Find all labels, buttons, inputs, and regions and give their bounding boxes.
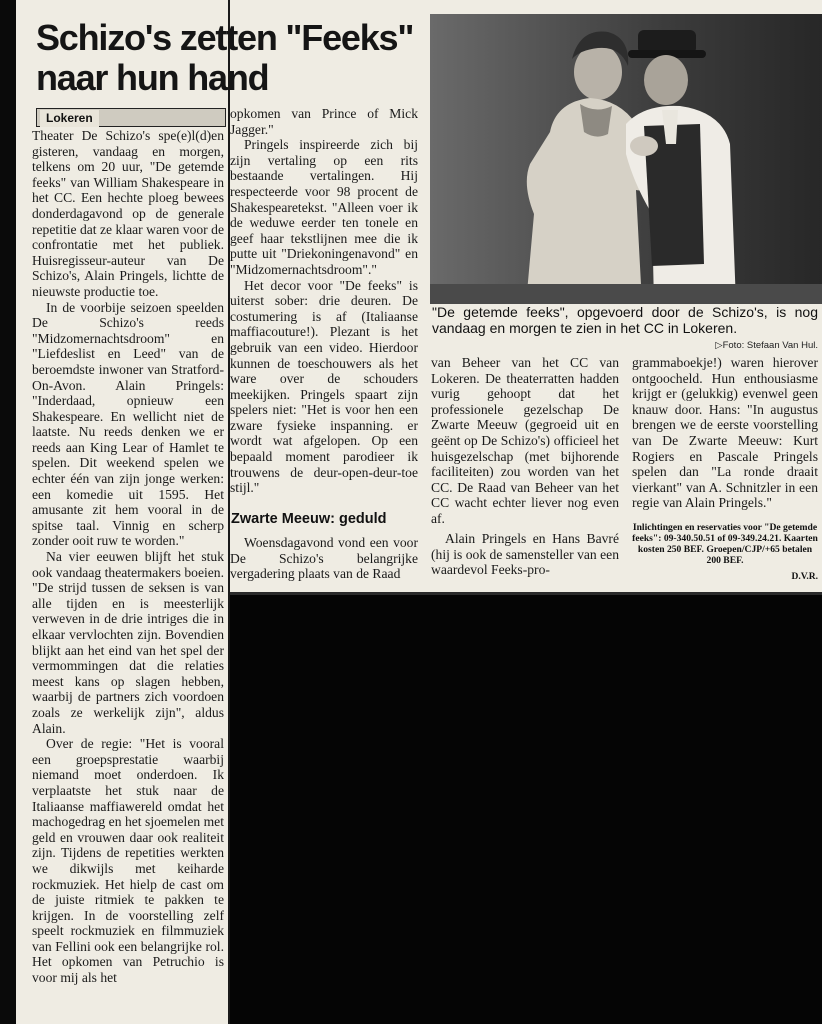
paragraph: van Beheer van het CC van Lokeren. De theaterratten hadden vurig gehoopt dat het professionele gezelschap De Zwarte Meeuw (gegroeid uit en geënt op De Schizo's) officieel het huisgezelschap (met bijhorende faciliteiten) zou worden van het CC. De Raad van Beheer van het CC wacht echter liever nog even af. xyxy=(431,355,619,525)
paragraph: Woensdagavond vond een voor De Schizo's belangrijke vergadering plaats van de Raad xyxy=(230,535,418,582)
paragraph: Pringels inspireerde zich bij zijn vertaling op een rits bestaande vertalingen. Hij respecteerde voor 98 procent de Shakespearetekst. "Alleen voer ik de weduwe eerder ten tonele en geef haar tekstlijnen mee die ik putte uit "Driekoningenavond" en "Midzomernachtsdroom"." xyxy=(230,137,418,277)
photo-credit: ▷Foto: Stefaan Van Hul. xyxy=(715,340,818,351)
paragraph: Na vier eeuwen blijft het stuk ook vandaag theatermakers boeien. "De strijd tussen de seksen is van alle tijden en is meesterlijk verweven in de drie intriges die in elkaar vervlochten zijn. Bovendien blijkt aan het eind van het spel der vermommingen dat die relaties meest kans op slagen hebben, waarbij de partners zich voordoen zoals ze werkelijk zijn", aldus Alain. xyxy=(32,549,224,736)
paragraph: In de voorbije seizoen speelden De Schizo's reeds "Midzomernachtsdroom" en "Liefdeslist en Leed" van de beroemdste inwoner van Stratford-On-Avon. Alain Pringels: "Inderdaad, opnieuw een Shakespeare. En wellicht niet de laatste. Nu reeds denken we er reeds aan King Lear of Hamlet te spelen. Dit weekend spelen we echter één van zijn jonge werken: een komedie uit 1595. Het amusante zit hem vooral in de spitse taal. Vinnig en scherp zonder ooit ruw te worden." xyxy=(32,299,224,549)
photo-caption: "De getemde feeks", opgevoerd door de Schizo's, is nog vandaag en morgen te zien in het CC in Lokeren. xyxy=(432,304,818,336)
paragraph: grammaboekje!) waren hierover ontgoocheld. Hun enthousiasme krijgt er (gelukkig) evenwel geen knauw door. Hans: "In augustus brengen we de eerste voorstelling van De Zwarte Meeuw: Kurt Rogiers en Pascale Pringels spelen dan "La ronde draait vierkant" van A. Schnitzler in een regie van Alain Pringels." xyxy=(632,355,818,511)
paragraph: opkomen van Prince of Mick Jagger." xyxy=(230,106,418,137)
article-column-2 xyxy=(230,106,418,506)
scan-background-strip xyxy=(0,0,16,1024)
subheading: Zwarte Meeuw: geduld xyxy=(231,511,387,527)
paragraph: Het decor voor "De feeks" is uiterst sober: drie deuren. De costumering is af (Italiaanse maffiacouture!). Plezant is het gebruik van een video. Hierdoor kunnen de toeschouwers als het ware over de schouders meekijken. Pringels spaart zijn spelers niet: "Het is voor hen een zware fysieke inspanning. er wordt wat afgelopen. Op een bepaald moment parodieer ik trouwens de deur-open-deur-toe stijl." xyxy=(230,277,418,496)
article-column-4 xyxy=(632,355,818,520)
author-signature: D.V.R. xyxy=(791,572,818,582)
article-column-3-continued xyxy=(431,531,619,583)
dateline-bar xyxy=(36,108,226,127)
article-column-3 xyxy=(431,355,619,525)
paragraph: Over de regie: "Het is vooral een groepsprestatie waarbij niemand moet onderdoen. Ik verplaatste het stuk naar de Italiaanse maffiawereld omdat het machogedrag en het sjoemelen met geld en vrouwen daar ook realiteit zijn. Tijdens de repetities werkten we dikwijls met keiharde rockmuziek. Het hielp de cast om de juiste ritmiek te pakken te krijgen. In de voorstelling zelf speelt rockmuziek en filmmuziek van Fellini ook een belangrijke rol. Het opkomen van Petruchio is voor mij als het xyxy=(32,736,224,986)
article-photo xyxy=(430,14,822,304)
article-column-2-continued xyxy=(230,535,418,585)
paragraph: Alain Pringels en Hans Bavré (hij is ook de samensteller van een waardevol Feeks-pro- xyxy=(431,531,619,578)
paragraph: Theater De Schizo's spe(e)l(d)en gisteren, vandaag en morgen, telkens om 20 uur, "De getemde feeks" van William Shakespeare in het CC. Een hechte ploeg bewees donderdagavond op de generale repetitie dat ze klaar waren voor de confrontatie met het publiek. Huisregisseur-auteur van De Schizo's, Alain Pringels, lichtte de nieuwste productie toe. xyxy=(32,128,224,299)
headline: Schizo's zetten "Feeks" naar hun hand xyxy=(36,17,414,98)
article-column-1 xyxy=(32,128,224,1023)
dateline: Lokeren xyxy=(40,110,99,127)
reservation-info: Inlichtingen en reservaties voor "De getemde feeks": 09-340.50.51 of 09-349.24.21. Kaarten kosten 250 BEF. Groepen/CJP/+65 betalen 200 BEF. xyxy=(632,522,818,566)
